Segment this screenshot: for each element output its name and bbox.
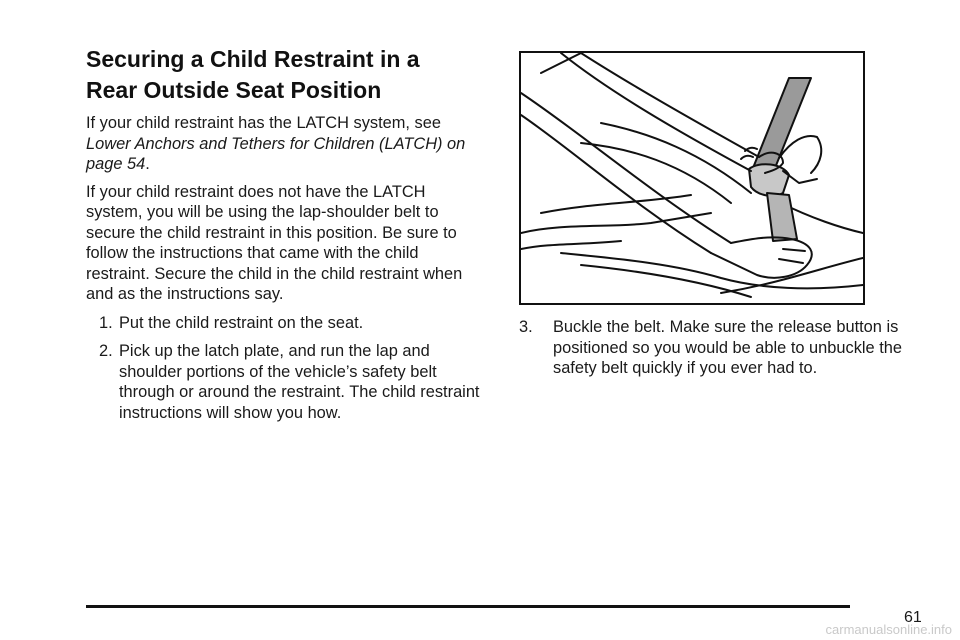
step-number: 3. <box>519 318 533 336</box>
seat-belt-illustration <box>519 51 865 305</box>
steps-list-right <box>519 317 929 379</box>
latch-paragraph <box>86 113 484 175</box>
step-item-3 <box>519 317 929 379</box>
latch-paragraph-end: . <box>145 155 150 173</box>
latch-paragraph-text: If your child restraint has the LATCH system, see <box>86 114 441 132</box>
step-number: 1. <box>99 313 113 332</box>
step-item-2 <box>86 341 484 423</box>
page-number: 61 <box>904 609 922 626</box>
heading-line-1: Securing a Child Restraint in a <box>86 46 420 72</box>
step-item-1 <box>86 313 484 334</box>
left-column <box>86 44 484 431</box>
step-text: Put the child restraint on the seat. <box>119 313 364 332</box>
right-column <box>519 309 929 387</box>
step-text: Buckle the belt. Make sure the release button is positioned so you would be able to unbuckle the safety belt quickly if you ever had to. <box>553 318 903 377</box>
no-latch-paragraph: If your child restraint does not have the LATCH system, you will be using the lap-shoulder belt to secure the child restraint in this position. Be sure to follow the instructions that came with the child restraint. Secure the child in the child restraint when and as the instructions say. <box>86 182 463 303</box>
step-number: 2. <box>99 342 113 360</box>
section-heading <box>86 44 484 106</box>
footer-rule <box>86 605 850 608</box>
seat-belt-drawing <box>521 53 863 303</box>
watermark-text: carmanualsonline.info <box>825 622 952 637</box>
step-text: Pick up the latch plate, and run the lap and shoulder portions of the vehicle’s safety belt through or around the restraint. The child restraint instructions will show you how. <box>119 342 480 422</box>
steps-list-left <box>86 313 484 424</box>
latch-page-reference: Lower Anchors and Tethers for Children (LATCH) on page 54 <box>86 134 466 173</box>
heading-line-2: Rear Outside Seat Position <box>86 77 382 103</box>
